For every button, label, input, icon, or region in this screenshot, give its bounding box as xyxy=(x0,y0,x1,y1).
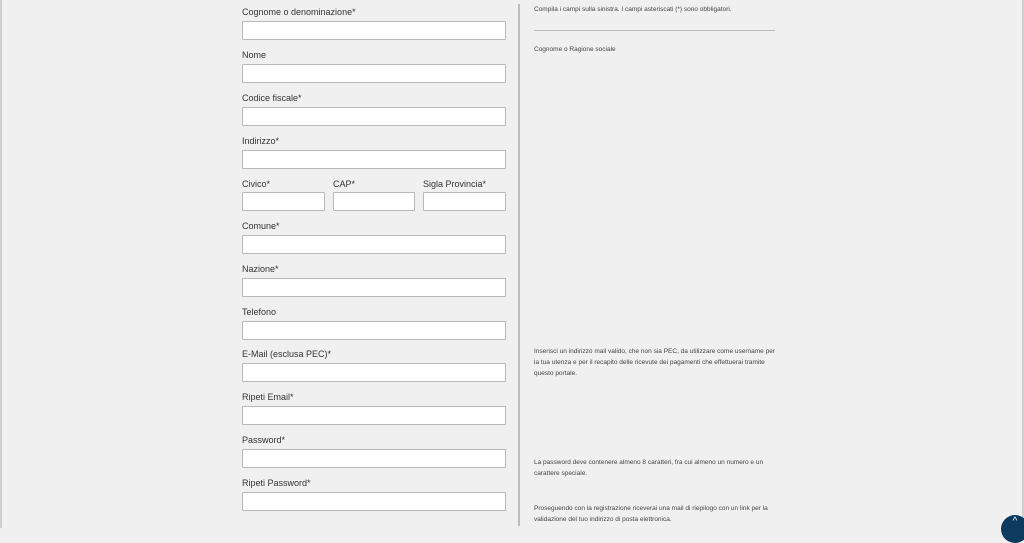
telefono-label: Telefono xyxy=(242,307,277,317)
ripeti-password-label: Ripeti Password* xyxy=(242,478,311,488)
password-input[interactable] xyxy=(242,449,506,468)
help-separator xyxy=(534,30,775,31)
cognome-input[interactable] xyxy=(242,21,506,40)
cap-label: CAP* xyxy=(333,179,356,189)
email-input[interactable] xyxy=(242,363,506,382)
chevron-up-icon: ^ xyxy=(1012,516,1018,527)
codice-fiscale-label: Codice fiscale* xyxy=(242,93,302,103)
sigla-provincia-input[interactable] xyxy=(423,192,506,211)
codice-fiscale-input[interactable] xyxy=(242,107,506,126)
ripeti-password-input[interactable] xyxy=(242,492,506,511)
column-divider xyxy=(518,4,520,526)
left-frame-border xyxy=(0,0,2,528)
help-password: La password deve contenere almeno 8 caratteri, fra cui almeno un numero e un carattere speciale. xyxy=(534,459,764,477)
civico-label: Civico* xyxy=(242,179,271,189)
help-intro: Compila i campi sulla sinistra. I campi asteriscati (*) sono obbligatori. xyxy=(534,6,732,13)
email-label: E-Mail (esclusa PEC)* xyxy=(242,349,332,359)
nome-label: Nome xyxy=(242,50,267,60)
nazione-label: Nazione* xyxy=(242,264,279,274)
sigla-provincia-label: Sigla Provincia* xyxy=(423,179,487,189)
comune-input[interactable] xyxy=(242,235,506,254)
cognome-label: Cognome o denominazione* xyxy=(242,7,356,17)
nazione-input[interactable] xyxy=(242,278,506,297)
indirizzo-label: Indirizzo* xyxy=(242,136,280,146)
password-label: Password* xyxy=(242,435,286,445)
ripeti-email-input[interactable] xyxy=(242,406,506,425)
civico-input[interactable] xyxy=(242,192,325,211)
cap-input[interactable] xyxy=(333,192,415,211)
comune-label: Comune* xyxy=(242,221,280,231)
ripeti-email-label: Ripeti Email* xyxy=(242,392,294,402)
nome-input[interactable] xyxy=(242,64,506,83)
help-conferma: Proseguendo con la registrazione riceverai una mail di riepilogo con un link per la validazione del tuo indirizzo di posta elettronica. xyxy=(534,505,768,523)
telefono-input[interactable] xyxy=(242,321,506,340)
help-email: Inserisci un indirizzo mail valido, che non sia PEC, da utilizzare come username per la tua utenza e per il recapito delle ricevute dei pagamenti che effettuerai tramite questo portale. xyxy=(534,348,775,377)
scroll-top-button[interactable] xyxy=(1001,515,1024,543)
help-cognome: Cognome o Ragione sociale xyxy=(534,46,616,53)
indirizzo-input[interactable] xyxy=(242,150,506,169)
